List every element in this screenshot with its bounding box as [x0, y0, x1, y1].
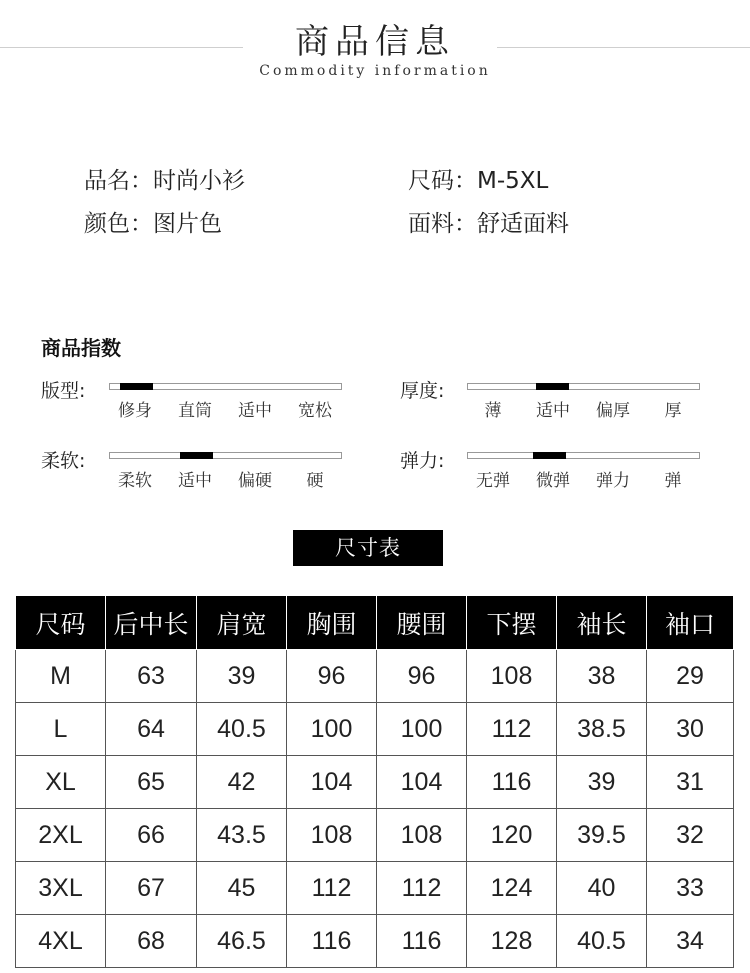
elasticity-option: 弹力 [596, 471, 630, 491]
table-cell: 96 [377, 650, 467, 703]
table-cell: 31 [647, 756, 734, 809]
softness-bar-fill [180, 452, 213, 459]
fit-option: 修身 [118, 401, 152, 421]
elasticity-option: 无弹 [476, 471, 510, 491]
column-header: 肩宽 [197, 596, 287, 650]
table-cell: 112 [467, 703, 557, 756]
fit-bar-fill [120, 383, 153, 390]
table-row [16, 756, 734, 809]
table-cell: 108 [467, 650, 557, 703]
column-header: 后中长 [106, 596, 197, 650]
table-cell: 108 [377, 809, 467, 862]
softness-option: 硬 [306, 471, 324, 491]
elasticity-option: 微弹 [536, 471, 570, 491]
elasticity-label: 弹力: [400, 450, 445, 472]
table-cell: 67 [106, 862, 197, 915]
table-cell: 4XL [16, 915, 106, 968]
table-row [16, 650, 734, 703]
column-header: 袖口 [647, 596, 734, 650]
table-cell: 32 [647, 809, 734, 862]
softness-option: 适中 [178, 471, 212, 491]
column-header: 下摆 [467, 596, 557, 650]
table-cell: 42 [197, 756, 287, 809]
table-cell: 3XL [16, 862, 106, 915]
table-cell: 39 [197, 650, 287, 703]
fit-option: 直筒 [178, 401, 212, 421]
thickness-label: 厚度: [400, 380, 445, 402]
table-cell: 112 [377, 862, 467, 915]
table-cell: 38.5 [557, 703, 647, 756]
softness-label: 柔软: [41, 450, 86, 472]
table-cell: 34 [647, 915, 734, 968]
elasticity-bar-fill [533, 452, 566, 459]
thickness-option: 偏厚 [596, 401, 630, 421]
column-header: 腰围 [377, 596, 467, 650]
thickness-option: 厚 [664, 401, 682, 421]
table-cell: 40.5 [557, 915, 647, 968]
product-size-range: 尺码：M-5XL [408, 168, 549, 194]
index-title: 商品指数 [41, 336, 121, 360]
thickness-option: 适中 [536, 401, 570, 421]
table-cell: 116 [287, 915, 377, 968]
softness-option: 柔软 [118, 471, 152, 491]
thickness-option: 薄 [484, 401, 502, 421]
table-cell: 40.5 [197, 703, 287, 756]
table-cell: 66 [106, 809, 197, 862]
thickness-bar [467, 383, 700, 390]
elasticity-option: 弹 [664, 471, 682, 491]
table-row [16, 862, 734, 915]
column-header: 袖长 [557, 596, 647, 650]
table-cell: 39 [557, 756, 647, 809]
table-cell: 38 [557, 650, 647, 703]
table-cell: 116 [377, 915, 467, 968]
table-header-row [16, 596, 734, 650]
table-cell: 104 [287, 756, 377, 809]
product-name: 品名：时尚小衫 [84, 168, 245, 194]
column-header: 胸围 [287, 596, 377, 650]
table-cell: 43.5 [197, 809, 287, 862]
table-cell: 39.5 [557, 809, 647, 862]
table-cell: 68 [106, 915, 197, 968]
table-cell: 29 [647, 650, 734, 703]
column-header: 尺码 [16, 596, 106, 650]
table-cell: 45 [197, 862, 287, 915]
table-cell: 128 [467, 915, 557, 968]
table-cell: 120 [467, 809, 557, 862]
page-subtitle: Commodity information [259, 63, 491, 79]
table-cell: 108 [287, 809, 377, 862]
table-cell: 100 [377, 703, 467, 756]
product-color: 颜色：图片色 [84, 211, 222, 237]
table-cell: 116 [467, 756, 557, 809]
elasticity-bar [467, 452, 700, 459]
fit-option: 宽松 [298, 401, 332, 421]
table-row [16, 809, 734, 862]
table-cell: 112 [287, 862, 377, 915]
table-cell: 30 [647, 703, 734, 756]
table-cell: 65 [106, 756, 197, 809]
table-cell: 100 [287, 703, 377, 756]
table-cell: XL [16, 756, 106, 809]
thickness-bar-fill [536, 383, 569, 390]
table-cell: M [16, 650, 106, 703]
table-cell: 33 [647, 862, 734, 915]
size-chart-banner: 尺寸表 [293, 530, 443, 566]
table-cell: L [16, 703, 106, 756]
table-row [16, 703, 734, 756]
fit-label: 版型: [41, 380, 86, 402]
table-cell: 96 [287, 650, 377, 703]
table-cell: 64 [106, 703, 197, 756]
table-cell: 46.5 [197, 915, 287, 968]
softness-option: 偏硬 [238, 471, 272, 491]
size-table [15, 595, 734, 968]
table-cell: 2XL [16, 809, 106, 862]
fit-option: 适中 [238, 401, 272, 421]
table-cell: 40 [557, 862, 647, 915]
table-row [16, 915, 734, 968]
softness-bar [109, 452, 342, 459]
page-title: 商品信息 [295, 22, 455, 62]
table-cell: 63 [106, 650, 197, 703]
fit-bar [109, 383, 342, 390]
product-fabric: 面料：舒适面料 [408, 211, 569, 237]
table-cell: 124 [467, 862, 557, 915]
table-cell: 104 [377, 756, 467, 809]
